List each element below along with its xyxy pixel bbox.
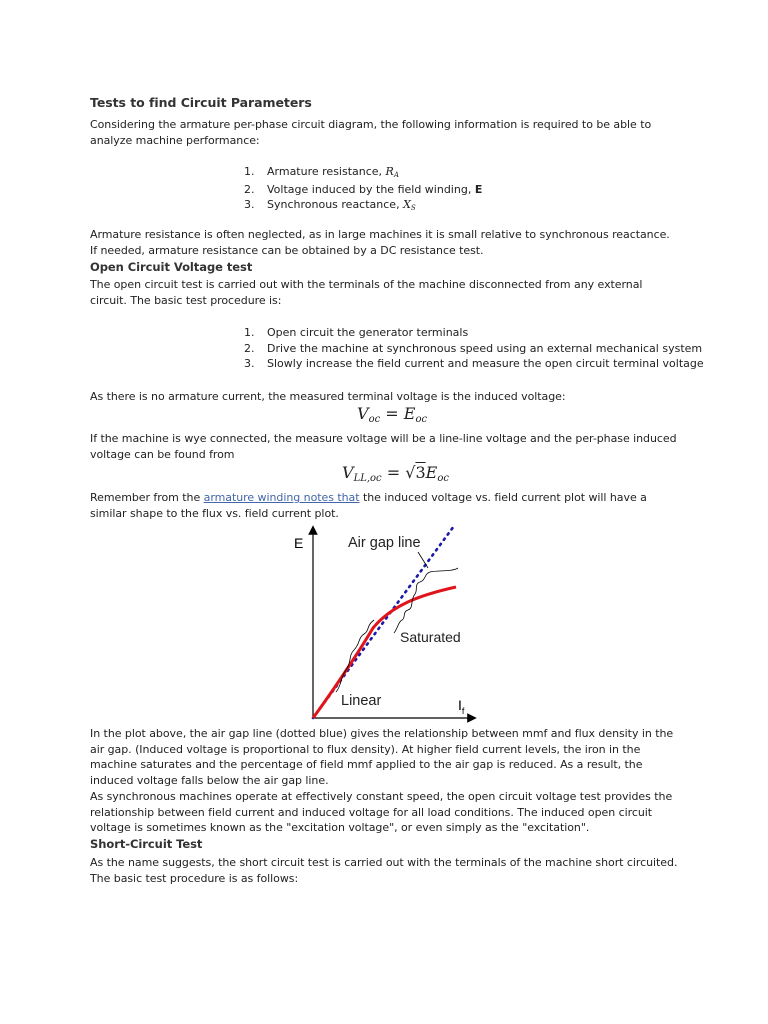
intro-paragraph: Considering the armature per-phase circuit diagram, the following information is required to be able to analyze machine performance: [90, 118, 652, 147]
list-item: 3. Synchronous reactance, XS [244, 198, 416, 212]
plot-explanation: In the plot above, the air gap line (dotted blue) gives the relationship between mmf and flux density in the air gap. (Induced voltage is proportional to flux density). At higher field current levels, the iron in the machine saturates and the percentage of field mmf applied to the air gap is reduced. As a result, the induced voltage falls below the air gap line. [90, 727, 674, 787]
parameter-list [244, 164, 482, 215]
list-item: 1. Open circuit the generator terminals [244, 326, 469, 339]
saturated-brace [394, 568, 458, 633]
sync-paragraph: As synchronous machines operate at effectively constant speed, the open circuit voltage test provides the relationship between field current and induced voltage for all load conditions. The induced open circuit voltage is sometimes known as the "excitation voltage", or even simply as the "excitation". [90, 790, 673, 834]
page-title: Tests to find Circuit Parameters [90, 95, 312, 110]
saturation-curve [313, 587, 456, 718]
open-circuit-steps [244, 325, 704, 372]
list-item: 2. Drive the machine at synchronous speed using an external mechanical system [244, 341, 703, 355]
air-gap-label: Air gap line [348, 535, 421, 551]
saturated-label: Saturated [400, 629, 461, 645]
section-heading-open-circuit: Open Circuit Voltage test [90, 260, 253, 274]
equation-voc-eoc: Voc = Eoc [357, 404, 428, 425]
air-gap-pointer [418, 552, 428, 568]
short-circuit-intro: As the name suggests, the short circuit test is carried out with the terminals of the machine short circuited. The basic test procedure is as follows: [90, 856, 678, 885]
occ-figure [280, 520, 480, 725]
armature-winding-notes-link[interactable]: armature winding notes that [203, 491, 360, 504]
list-item: 3. Slowly increase the field current and measure the open circuit terminal voltage [244, 357, 704, 370]
remember-paragraph: Remember from the armature winding notes that the induced voltage vs. field current plot will have a similar shape to the flux vs. field current plot. [90, 491, 647, 520]
armature-note: Armature resistance is often neglected, as in large machines it is small relative to synchronous reactance. If needed, armature resistance can be obtained by a DC resistance test. [90, 228, 670, 257]
open-circuit-intro: The open circuit test is carried out with the terminals of the machine disconnected from any external circuit. The basic test procedure is: [90, 278, 643, 307]
wye-paragraph: If the machine is wye connected, the measure voltage will be a line-line voltage and the per-phase induced voltage can be found from [90, 432, 677, 461]
x-axis-label: $I_f$ [458, 697, 465, 716]
section-heading-short-circuit: Short-Circuit Test [90, 837, 203, 851]
no-current-paragraph: As there is no armature current, the measured terminal voltage is the induced voltage: [90, 390, 566, 403]
equation-vll-sqrt3-eoc: VLL,oc = √3Eoc [342, 463, 449, 484]
list-item: 2. Voltage induced by the field winding, E [244, 182, 483, 196]
list-item: 1. Armature resistance, RA [244, 165, 399, 179]
y-axis-label: E [294, 535, 304, 551]
linear-label: Linear [341, 693, 382, 709]
